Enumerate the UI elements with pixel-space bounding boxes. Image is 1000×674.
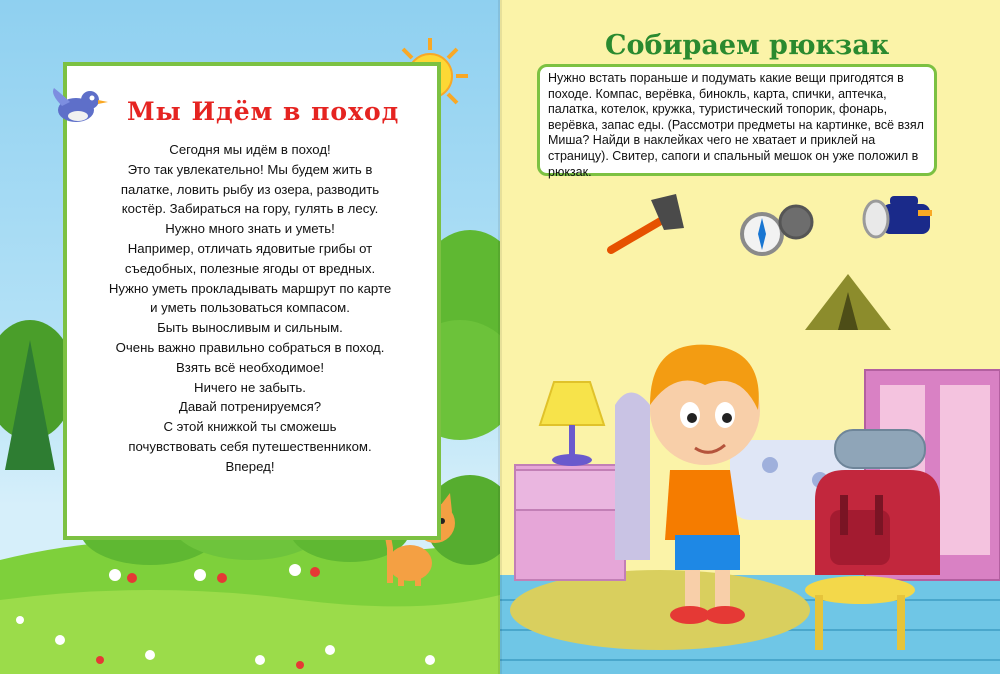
story-line: Это так увлекательно! Мы будем жить в bbox=[127, 161, 373, 177]
story-line: Очень важно правильно собраться в поход. bbox=[115, 339, 385, 355]
story-line: Быть выносливым и сильным. bbox=[157, 320, 343, 336]
instructions-box: Нужно встать пораньше и подумать какие вещи пригодятся в походе. Компас, верёвка, бинокль, карта, спички, аптечка, палатка, котелок, кружка, туристический топорик, фонарь, верёвка, запас еды. (Рассмотри предметы на картинке, всё взял Миша? Найди в наклейках чего не хватает и приклей на страницу). Свитер, сапоги и спальный мешок он уже положил в рюкзак. bbox=[537, 64, 937, 176]
story-line: почувствовать себя путешественником. bbox=[128, 438, 372, 454]
story-line: Взять всё необходимое! bbox=[175, 359, 325, 375]
section-title: Собираем рюкзак bbox=[605, 30, 890, 61]
story-line: Сегодня мы идём в поход! bbox=[169, 142, 331, 157]
backpack-icon[interactable] bbox=[805, 425, 945, 585]
story-line: костёр. Забираться на гору, гулять в лесу. bbox=[121, 201, 379, 217]
tent-icon[interactable] bbox=[803, 272, 893, 332]
story-line: Вперед! bbox=[225, 458, 275, 474]
story-line: и уметь пользоваться компасом. bbox=[150, 300, 350, 316]
axe-icon[interactable] bbox=[606, 190, 686, 260]
story-line: Например, отличать ядовитые грибы от bbox=[127, 240, 373, 256]
story-text bbox=[80, 140, 420, 477]
story-line: палатке, ловить рыбу из озера, разводить bbox=[120, 181, 380, 197]
compass-icon[interactable] bbox=[738, 200, 818, 260]
book-spine bbox=[498, 0, 502, 674]
story-line: С этой книжкой ты сможешь bbox=[163, 419, 337, 435]
story-line: Давай потренируемся? bbox=[178, 399, 322, 415]
story-line: Ничего не забыть. bbox=[194, 379, 306, 395]
flashlight-icon[interactable] bbox=[862, 190, 942, 250]
story-line: Нужно много знать и уметь! bbox=[165, 221, 335, 237]
story-line: съедобных, полезные ягоды от вредных. bbox=[124, 260, 376, 276]
story-line: Нужно уметь прокладывать маршрут по карте bbox=[108, 280, 392, 296]
lamp-icon bbox=[532, 380, 612, 470]
bird-icon bbox=[50, 86, 110, 128]
page-title: Мы Идём в поход bbox=[127, 97, 400, 126]
